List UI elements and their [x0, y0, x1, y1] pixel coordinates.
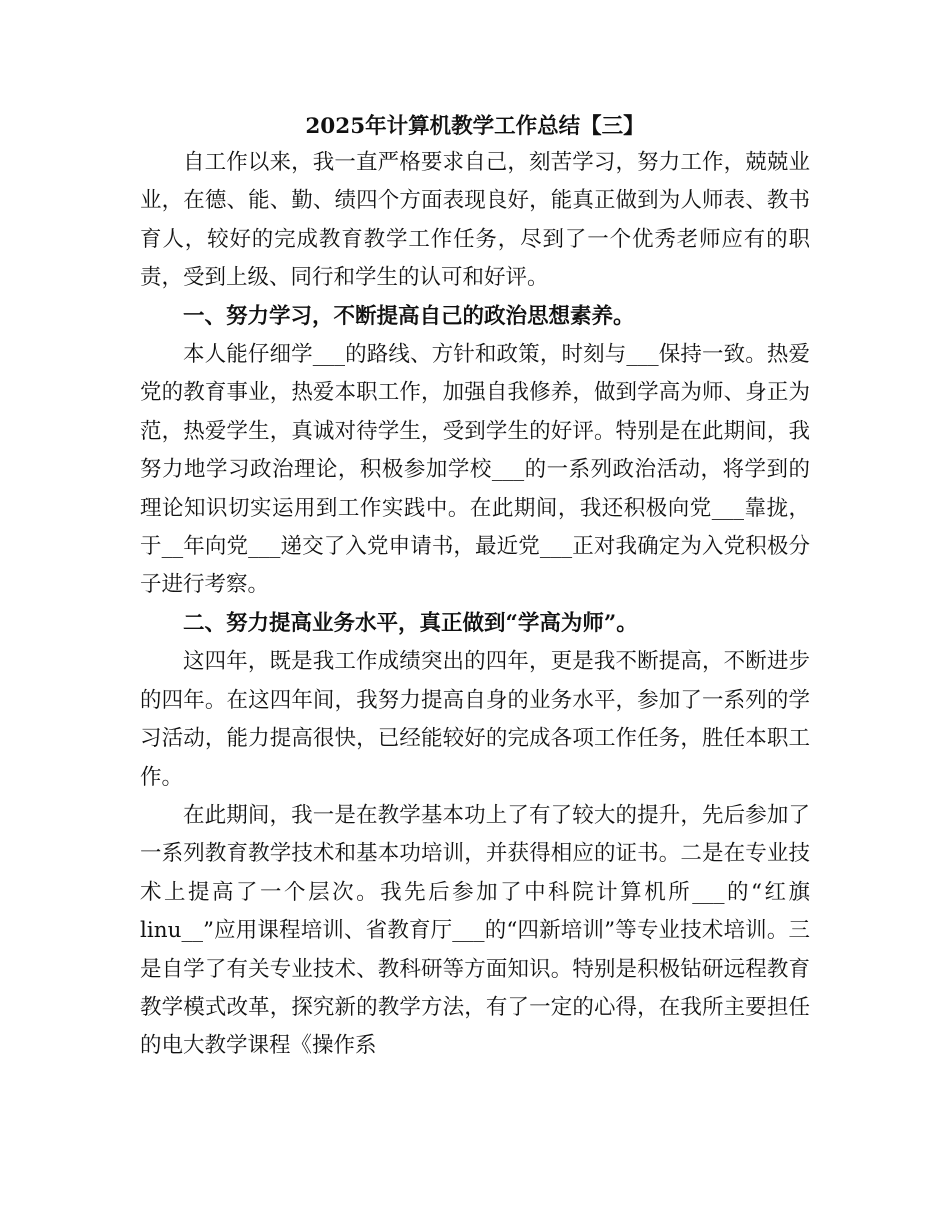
section-2-paragraph-2: 在此期间，我一是在教学基本功上了有了较大的提升，先后参加了一系列教育教学技术和基本功培训，并获得相应的证书。二是在专业技术上提高了一个层次。我先后参加了中科院计算机所___的“红旗linu__”应用课程培训、省教育厅___的“四新培训”等专业技术培训。三是自学了有关专业技术、教科研等方面知识。特别是积极钻研远程教育教学模式改革，探究新的教学方法，有了一定的心得，在我所主要担任的电大教学课程《操作系 — [140, 802, 810, 1059]
section-2-paragraph-1: 这四年，既是我工作成绩突出的四年，更是我不断提高，不断进步的四年。在这四年间，我努力提高自身的业务水平，参加了一系列的学习活动，能力提高很快，已经能较好的完成各项工作任务，胜任本职工作。 — [140, 649, 810, 790]
section-1-paragraph: 本人能仔细学___的路线、方针和政策，时刻与___保持一致。热爱党的教育事业，热爱本职工作，加强自我修养，做到学高为师、身正为范，热爱学生，真诚对待学生，受到学生的好评。特别是在此期间，我努力地学习政治理论，积极参加学校___的一系列政治活动，将学到的理论知识切实运用到工作实践中。在此期间，我还积极向党___靠拢，于__年向党___递交了入党申请书，最近党___正对我确定为入党积极分子进行考察。 — [140, 342, 810, 598]
document-title: 2025年计算机教学工作总结【三】 — [305, 114, 645, 139]
section-2-heading: 二、努力提高业务水平，真正做到“学高为师”。 — [183, 610, 638, 636]
intro-paragraph: 自工作以来，我一直严格要求自己，刻苦学习，努力工作，兢兢业业，在德、能、勤、绩四个方面表现良好，能真正做到为人师表、教书育人，较好的完成教育教学工作任务，尽到了一个优秀老师应有的职责，受到上级、同行和学生的认可和好评。 — [140, 150, 810, 291]
section-1-heading: 一、努力学习，不断提高自己的政治思想素养。 — [183, 303, 635, 329]
